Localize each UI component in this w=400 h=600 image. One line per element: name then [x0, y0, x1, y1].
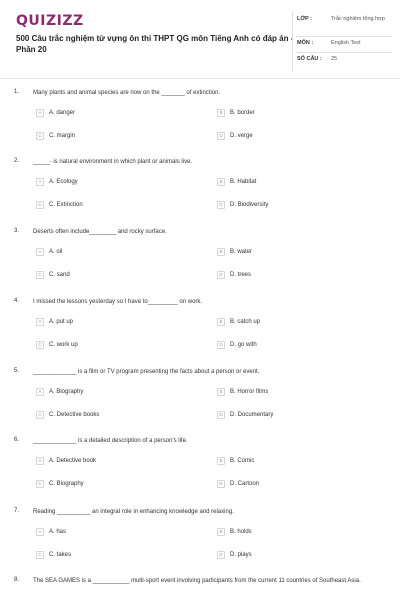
answer-option[interactable]: [36, 341, 196, 351]
option-text: B. Comic: [230, 458, 255, 464]
option-text: B. Horror films: [230, 389, 269, 395]
option-text: A. has: [49, 529, 67, 535]
option-letter-badge: D: [217, 480, 225, 488]
option-letter-badge: B: [217, 457, 225, 465]
answer-option[interactable]: [217, 551, 377, 561]
question-number: 4.: [14, 298, 20, 304]
answer-option[interactable]: [217, 411, 377, 421]
option-text: D. Biodiversity: [230, 202, 269, 208]
question-text: _____________ is a detailed description of a person's life.: [33, 438, 188, 444]
quizizz-logo[interactable]: QUIZIZZ: [16, 13, 84, 29]
meta-subject-label: MÔN :: [297, 40, 314, 46]
answer-option[interactable]: [217, 528, 377, 538]
option-letter-badge: A: [36, 248, 44, 256]
answer-option[interactable]: [36, 109, 196, 119]
option-text: D. verge: [230, 133, 253, 139]
answer-option[interactable]: [217, 178, 377, 188]
answer-option[interactable]: [36, 318, 196, 328]
option-text: C. margin: [49, 133, 76, 139]
option-letter-badge: C: [36, 551, 44, 559]
option-letter-badge: A: [36, 178, 44, 186]
option-letter-badge: A: [36, 528, 44, 536]
option-letter-badge: B: [217, 248, 225, 256]
answer-option[interactable]: [217, 480, 377, 490]
question-number: 6.: [14, 437, 20, 443]
option-text: A. Biography: [49, 389, 84, 395]
option-letter-badge: A: [36, 388, 44, 396]
option-letter-badge: C: [36, 201, 44, 209]
answer-option[interactable]: [217, 318, 377, 328]
option-letter-badge: C: [36, 132, 44, 140]
question-number: 3.: [14, 228, 20, 234]
option-letter-badge: D: [217, 341, 225, 349]
answer-option[interactable]: [36, 248, 196, 258]
answer-option[interactable]: [36, 132, 196, 142]
option-text: A. put up: [49, 319, 74, 325]
document-title: 500 Câu trắc nghiệm từ vựng ôn thi THPT QG môn Tiếng Anh có đáp án - Phần 20: [16, 34, 294, 54]
answer-option[interactable]: [36, 178, 196, 188]
question-text: Deserts often include________ and rocky surface.: [33, 229, 167, 235]
option-letter-badge: D: [217, 132, 225, 140]
answer-option[interactable]: [217, 132, 377, 142]
meta-class-value: Trắc nghiệm tổng hợp: [331, 16, 385, 22]
option-letter-badge: C: [36, 341, 44, 349]
option-text: D. trees: [230, 272, 252, 278]
option-text: B. water: [230, 249, 253, 255]
answer-option[interactable]: [217, 457, 377, 467]
option-letter-badge: B: [217, 178, 225, 186]
option-letter-badge: D: [217, 411, 225, 419]
option-text: D. Cartoon: [230, 481, 260, 487]
option-letter-badge: D: [217, 271, 225, 279]
question-number: 5.: [14, 368, 20, 374]
option-letter-badge: B: [217, 388, 225, 396]
answer-option[interactable]: [217, 201, 377, 211]
option-text: A. Ecology: [49, 179, 78, 185]
option-letter-badge: B: [217, 318, 225, 326]
option-text: D. go with: [230, 342, 257, 348]
answer-option[interactable]: [217, 248, 377, 258]
meta-count-value: 25: [331, 56, 338, 62]
option-text: B. border: [230, 110, 255, 116]
question-number: 1.: [14, 89, 20, 95]
answer-option[interactable]: [217, 341, 377, 351]
answer-option[interactable]: [36, 528, 196, 538]
option-letter-badge: D: [217, 201, 225, 209]
meta-count-label: SỐ CÂU :: [297, 56, 322, 62]
option-letter-badge: A: [36, 457, 44, 465]
option-letter-badge: C: [36, 271, 44, 279]
option-letter-badge: A: [36, 109, 44, 117]
option-text: C. Extinction: [49, 202, 83, 208]
answer-option[interactable]: [217, 271, 377, 281]
document-header: [0, 0, 400, 78]
meta-panel: [292, 12, 392, 72]
question-text: _____________ is a film or TV program presenting the facts about a person or event.: [33, 369, 260, 375]
option-text: B. holds: [230, 529, 252, 535]
meta-subject-value: English Test: [331, 40, 361, 46]
option-letter-badge: B: [217, 528, 225, 536]
meta-class-label: LỚP :: [297, 16, 312, 22]
option-text: D. plays: [230, 552, 252, 558]
option-text: C. takes: [49, 552, 72, 558]
option-text: A. Detective book: [49, 458, 97, 464]
option-text: C. Detective books: [49, 412, 100, 418]
answer-option[interactable]: [36, 457, 196, 467]
meta-divider: [296, 36, 392, 37]
answer-option[interactable]: [36, 480, 196, 490]
question-text: Many plants and animal species are now on the _______ of extinction.: [33, 90, 221, 96]
option-text: A. danger: [49, 110, 76, 116]
question-number: 7.: [14, 508, 20, 514]
option-text: A. oil: [49, 249, 63, 255]
option-text: D. Documentary: [230, 412, 274, 418]
answer-option[interactable]: [36, 388, 196, 398]
answer-option[interactable]: [36, 201, 196, 211]
option-text: B. Habitat: [230, 179, 257, 185]
answer-option[interactable]: [36, 271, 196, 281]
question-text: I missed the lessons yesterday so I have to_________ on work.: [33, 299, 203, 305]
option-text: C. sand: [49, 272, 70, 278]
option-text: C. Biography: [49, 481, 84, 487]
question-text: The SEA GAMES is a ___________ multi-sport event involving participants from the current 11 countries of Southeast Asia.: [33, 578, 361, 584]
question-number: 2.: [14, 158, 20, 164]
question-text: Reading __________ an integral role in enhancing knowledge and relaxing.: [33, 509, 234, 515]
answer-option[interactable]: [36, 411, 196, 421]
option-letter-badge: A: [36, 318, 44, 326]
question-number: 8.: [14, 577, 20, 583]
option-letter-badge: D: [217, 551, 225, 559]
answer-option[interactable]: [217, 388, 377, 398]
answer-option[interactable]: [217, 109, 377, 119]
option-letter-badge: C: [36, 411, 44, 419]
header-divider: [0, 78, 400, 79]
option-text: C. work up: [49, 342, 78, 348]
question-text: _____- is natural environment in which plant or animals live.: [33, 159, 193, 165]
option-letter-badge: C: [36, 480, 44, 488]
option-letter-badge: B: [217, 109, 225, 117]
meta-divider: [296, 52, 392, 53]
option-text: B. catch up: [230, 319, 261, 325]
answer-option[interactable]: [36, 551, 196, 561]
